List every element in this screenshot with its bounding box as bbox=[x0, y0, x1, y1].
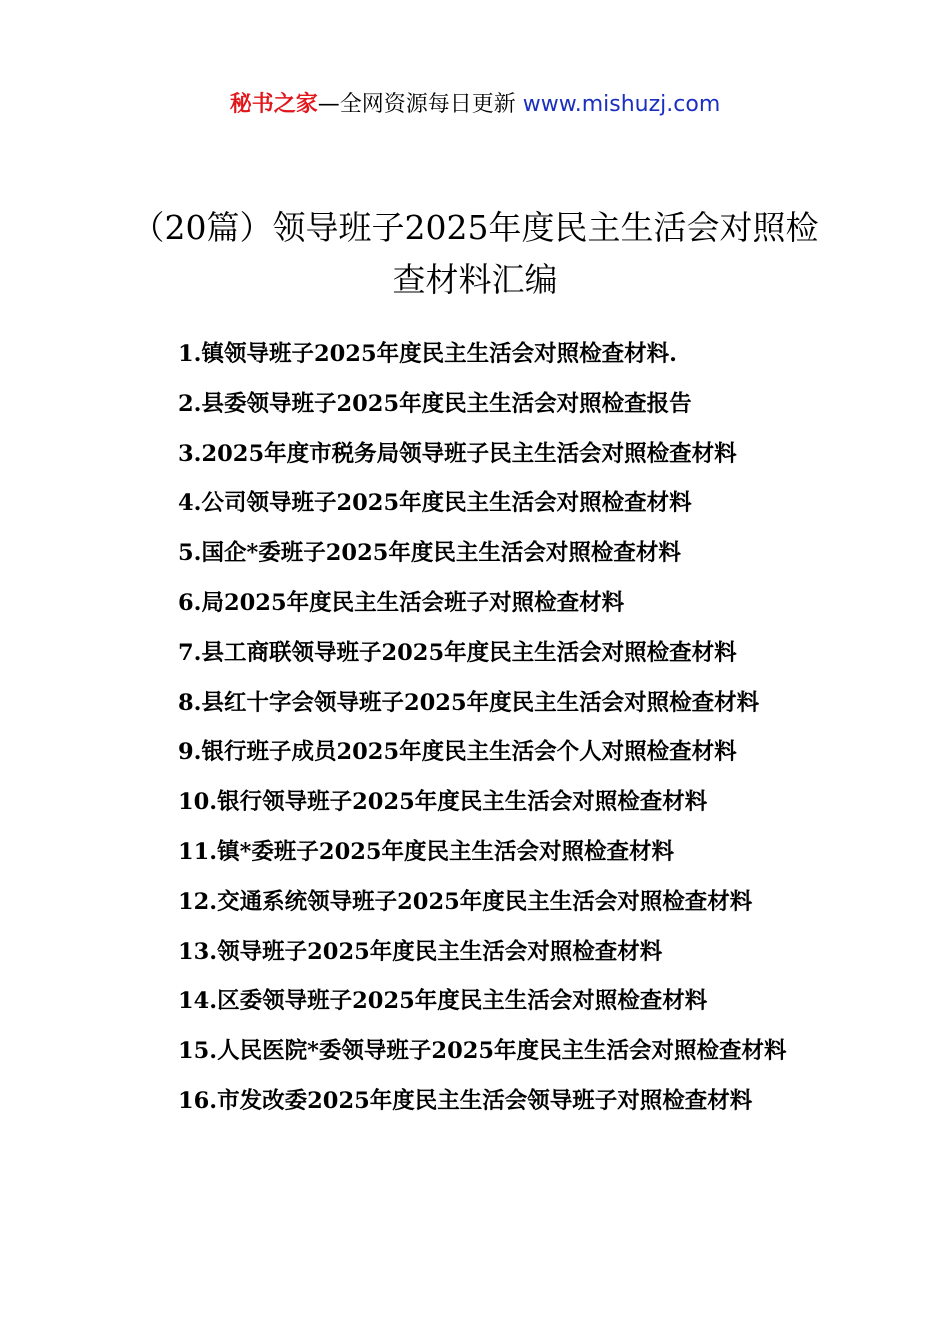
brand-name: 秘书之家 bbox=[229, 92, 318, 117]
toc-item-4: 4.公司领导班子2025年度民主生活会对照检查材料 bbox=[178, 490, 692, 517]
toc-item-13: 13.领导班子2025年度民主生活会对照检查材料 bbox=[178, 938, 663, 965]
site-header bbox=[0, 90, 950, 120]
toc-item-7: 7.县工商联领导班子2025年度民主生活会对照检查材料 bbox=[178, 639, 737, 666]
header-tagline: 全网资源每日更新 bbox=[339, 92, 516, 117]
toc-item-12: 12.交通系统领导班子2025年度民主生活会对照检查材料 bbox=[178, 888, 753, 915]
toc-item-11: 11.镇*委班子2025年度民主生活会对照检查材料 bbox=[178, 838, 675, 865]
site-url-link[interactable]: www.mishuzj.com bbox=[522, 92, 721, 117]
toc-item-9: 9.银行班子成员2025年度民主生活会个人对照检查材料 bbox=[178, 739, 737, 766]
toc-item-3: 3.2025年度市税务局领导班子民主生活会对照检查材料 bbox=[178, 440, 737, 467]
toc-item-10: 10.银行领导班子2025年度民主生活会对照检查材料 bbox=[178, 789, 708, 816]
toc-item-14: 14.区委领导班子2025年度民主生活会对照检查材料 bbox=[178, 988, 708, 1015]
toc-item-2: 2.县委领导班子2025年度民主生活会对照检查报告 bbox=[178, 390, 692, 417]
toc-item-5: 5.国企*委班子2025年度民主生活会对照检查材料 bbox=[178, 540, 681, 567]
toc-item-6: 6.局2025年度民主生活会班子对照检查材料 bbox=[178, 589, 625, 616]
toc-item-16: 16.市发改委2025年度民主生活会领导班子对照检查材料 bbox=[178, 1087, 753, 1114]
document-title: （20篇）领导班子2025年度民主生活会对照检查材料汇编 bbox=[131, 208, 819, 300]
header-dash: — bbox=[317, 92, 340, 117]
toc-list bbox=[126, 330, 836, 1127]
toc-item-15: 15.人民医院*委领导班子2025年度民主生活会对照检查材料 bbox=[178, 1038, 787, 1065]
toc-item-1: 1.镇领导班子2025年度民主生活会对照检查材料. bbox=[178, 341, 677, 367]
toc-item-8: 8.县红十字会领导班子2025年度民主生活会对照检查材料 bbox=[178, 689, 760, 716]
